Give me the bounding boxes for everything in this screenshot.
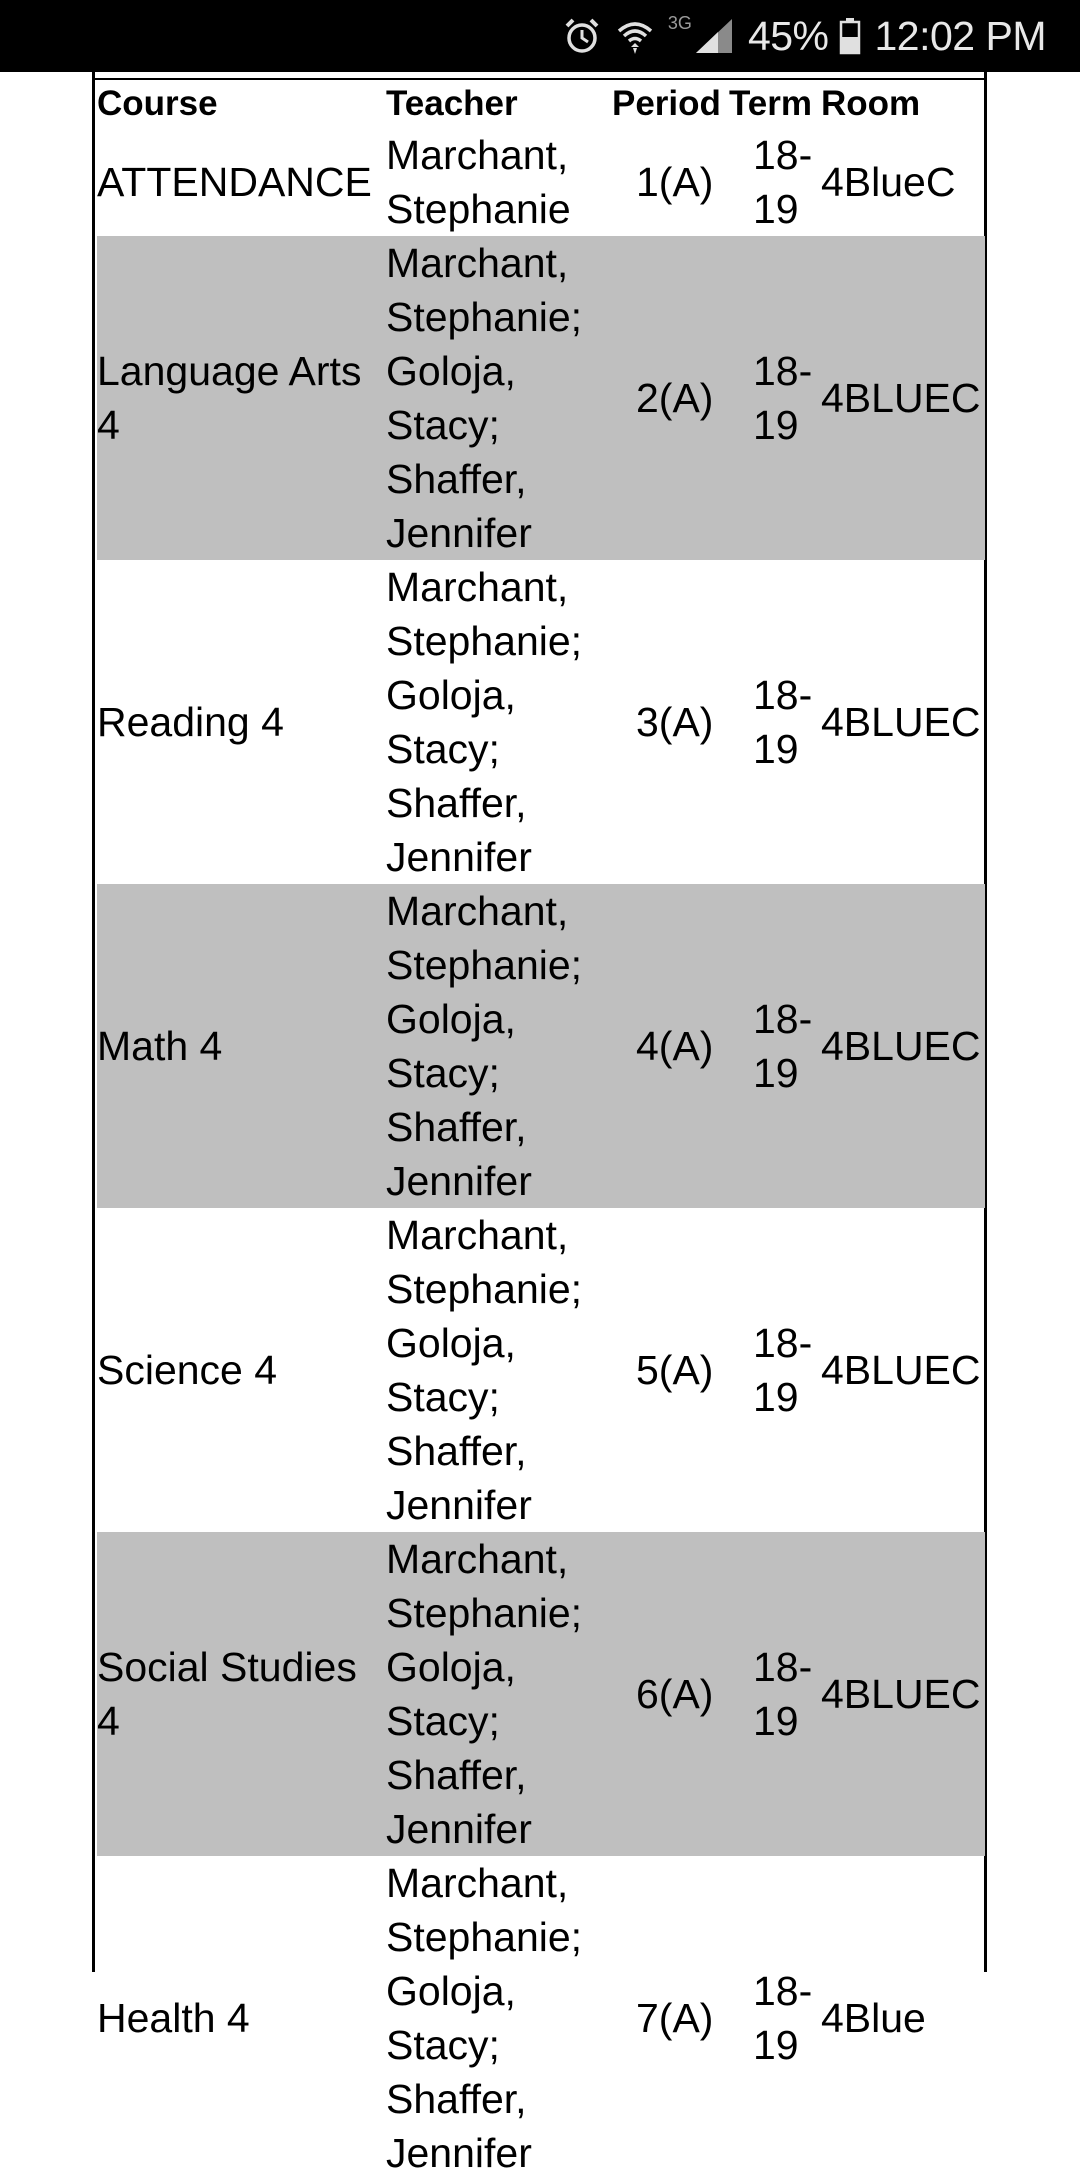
term-cell: [729, 236, 821, 560]
course-cell: Language Arts 4: [97, 236, 382, 560]
term-cell: [729, 560, 821, 884]
column-header-term: Term: [729, 84, 812, 123]
status-clock: 12:02 PM: [874, 12, 1046, 59]
term-cell: [729, 1532, 821, 1856]
teacher-cell: Marchant, Stephanie; Goloja, Stacy; Shaffer, Jennifer: [382, 1532, 612, 1856]
course-cell: ATTENDANCE: [97, 159, 372, 205]
period-cell: 7(A): [636, 1995, 714, 2041]
period-cell: 1(A): [636, 159, 714, 205]
battery-icon: [839, 17, 861, 55]
room-cell: 4BLUEC: [821, 884, 985, 1208]
wifi-icon: [616, 17, 654, 55]
class-schedule-table: [97, 80, 985, 2180]
term-cell: [729, 1856, 821, 2180]
teacher-cell: Marchant, Stephanie; Goloja, Stacy; Shaffer, Jennifer: [386, 1212, 583, 1528]
period-cell: 4(A): [612, 884, 729, 1208]
column-header-room: Room: [821, 84, 921, 123]
term-text: 18-19: [753, 348, 813, 448]
teacher-cell: Marchant, Stephanie; Goloja, Stacy; Shaffer, Jennifer: [382, 236, 612, 560]
period-cell: 5(A): [636, 1347, 714, 1393]
term-text: 18-19: [753, 1968, 813, 2068]
table-row: [97, 128, 985, 236]
period-cell: 2(A): [612, 236, 729, 560]
table-row: [97, 1208, 985, 1532]
period-cell: 6(A): [612, 1532, 729, 1856]
column-header-course: Course: [97, 84, 218, 123]
course-cell: Health 4: [97, 1995, 250, 2041]
course-cell: Reading 4: [97, 699, 284, 745]
term-text: 18-19: [753, 1320, 813, 1420]
room-cell: 4Blue: [821, 1995, 926, 2041]
room-cell: 4BLUEC: [821, 1532, 985, 1856]
teacher-cell: Marchant, Stephanie; Goloja, Stacy; Shaffer, Jennifer: [386, 1860, 583, 2176]
table-row: [97, 884, 985, 1208]
term-cell: [729, 884, 821, 1208]
table-row: [97, 560, 985, 884]
room-cell: 4BlueC: [821, 159, 956, 205]
term-text: 18-19: [753, 672, 813, 772]
teacher-cell: Marchant, Stephanie; Goloja, Stacy; Shaffer, Jennifer: [382, 884, 612, 1208]
course-cell: Science 4: [97, 1347, 278, 1393]
status-bar: [0, 0, 1080, 72]
table-row: [97, 236, 985, 560]
column-header-period: Period: [612, 84, 721, 123]
column-header-teacher: Teacher: [386, 84, 518, 123]
course-cell: Social Studies 4: [97, 1532, 382, 1856]
term-cell: [729, 1208, 821, 1532]
term-text: 18-19: [753, 1644, 813, 1744]
network-type-label: 3G: [667, 12, 692, 33]
table-row: [97, 1856, 985, 2180]
table-row: [97, 1532, 985, 1856]
course-cell: Math 4: [97, 884, 382, 1208]
room-cell: 4BLUEC: [821, 236, 985, 560]
period-cell: 3(A): [636, 699, 714, 745]
table-header-row: [97, 80, 985, 128]
room-cell: 4BLUEC: [821, 1347, 981, 1393]
cell-signal-icon: [694, 17, 734, 55]
battery-percentage: 45%: [747, 12, 829, 59]
term-text: 18-19: [753, 132, 813, 232]
term-text: 18-19: [753, 996, 813, 1096]
schedule-table-frame: [92, 72, 987, 2176]
teacher-cell: Marchant, Stephanie; Goloja, Stacy; Shaffer, Jennifer: [386, 564, 583, 880]
alarm-clock-icon: [562, 16, 602, 56]
web-page[interactable]: [0, 72, 1080, 2176]
teacher-cell: Marchant, Stephanie: [386, 132, 571, 232]
room-cell: 4BLUEC: [821, 699, 981, 745]
term-cell: [729, 128, 821, 236]
